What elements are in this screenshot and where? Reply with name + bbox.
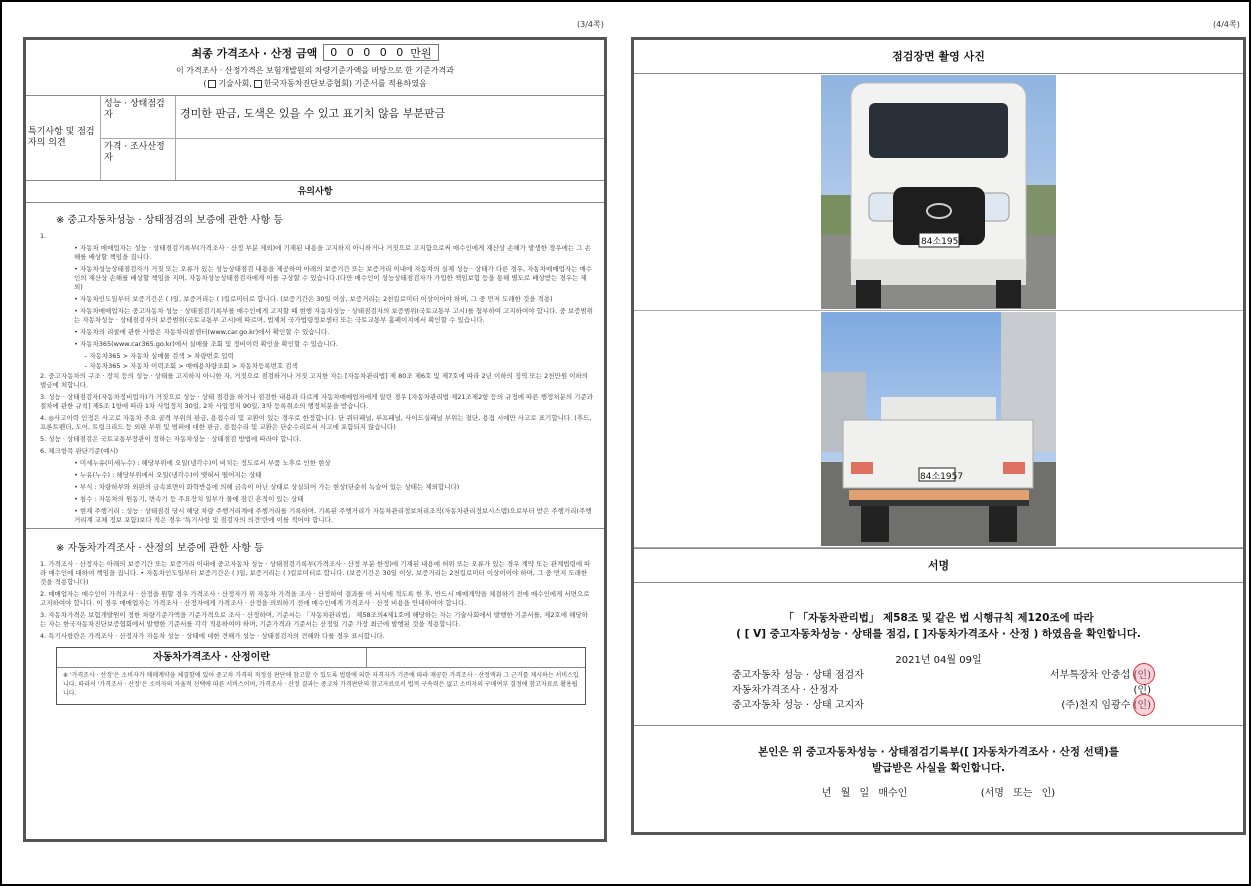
truck-rear-photo — [821, 312, 1056, 546]
signature-row — [634, 683, 1243, 698]
buyer-date-label: 년 월 일 매수인 — [821, 788, 908, 799]
notice-item: • 자동차의 리콜에 관한 사항은 자동차리콜센터(www.car.go.kr)에서 확인할 수 있습니다. — [74, 328, 330, 336]
front-plate-text: 84소1957 — [921, 237, 965, 247]
section2-body — [26, 560, 604, 641]
confirm-line1: 본인은 위 중고자동차성능 · 상태점검기록부([ ]자동차가격조사 · 산정 선택)를 — [758, 746, 1119, 758]
notice-item: – 자동차365 > 자동차 실매물 검색 > 차량번호 입력 — [84, 352, 234, 360]
notice-item: 1. — [40, 232, 47, 240]
notice-item: • 누유(누수) : 해당부위에서 오일(냉각수)이 맺혀서 떨어지는 상태 — [74, 471, 262, 479]
photo-cell-rear — [634, 311, 1243, 548]
checkbox-icon — [208, 80, 216, 88]
signer-role: 중고자동차 성능 · 상태 고지자 — [732, 700, 864, 711]
notice-item: • 부식 : 차량하부와 외판의 금속표면이 화학반응에 의해 금속이 아닌 상태로 상실되어 가는 현상(단순히 녹슬어 있는 상태는 제외합니다) — [74, 483, 460, 491]
confirm-line2: 발급받은 사실을 확인합니다. — [871, 762, 1005, 774]
right-document-page — [631, 37, 1246, 835]
opinion-label: 특기사항 및 점검자의 의견 — [26, 96, 101, 180]
definition-title: 자동차가격조사 · 산정이란 — [57, 648, 367, 667]
definition-box — [56, 647, 586, 705]
law-statement-line1: 「 「자동차관리법」 제58조 및 같은 법 시행규칙 제120조에 따라 — [783, 612, 1094, 624]
truck-front-photo — [821, 75, 1056, 309]
notice-item: 5. 성능 · 상태점검은 국토교통부장관이 정하는 자동차성능 · 상태점검 방법에 따라야 합니다. — [40, 435, 302, 443]
definition-text: ※ '가격조사 · 산정'은 소비자가 매매계약을 체결함에 있어 중고차 가격의 적정성 판단에 참고할 수 있도록 법령에 의한 자격자가 기준에 따라 제공한 가격조사 · 산정액과 그 근거를 제시하는 서비스입니다. 따라서 '가격조사 · 산정'은 소비자의 자율적 선택에 따른 서비스이며, 가격조사 · 산정 결과는 중고차 가격판단의 참고자료로서 법적 구속력은 없고 소비자의 구매여부 결정에 참고자료로 활용됩니다. — [63, 672, 579, 697]
law-statement-line2: ( [ V] 중고자동차성능 · 상태를 점검, [ ]자동차가격조사 · 산정 ) 하였음을 확인합니다. — [736, 628, 1141, 640]
notice-item: • 자동차성능상태점검자가 거짓 또는 오류가 있는 성능상태점검 내용을 제공하여 아래의 보증기간 또는 보증거리 이내에 자동차의 실제 성능 · 상태가 다른 경우, 자동차매매업자는 매수인의 재산상 손해를 배상할 책임을 지며, 자동차성능상태점검자에게 이를 구상할 수 있습니다.(다만 매수인이 성능상태점검자가 가입한 책임보험 등을 통해 별도로 배상받는 경우는 제외) — [74, 265, 593, 291]
section2-title: ※ 자동차가격조사 · 산정의 보증에 관한 사항 등 — [26, 528, 604, 560]
signature-row — [634, 698, 1243, 713]
notice-item: 3. 자동차가격은 보험개발원이 정한 차량기준가액을 기준가격으로 조사 · 산정하며, 기준서는 「자동차관리법」 제58조의4제1호에 해당하는 자는 기술사회에서 발행한 기준서를, 제2호에 해당하는 자는 한국자동차진단보증협회에서 발행한 기준서를 각각 적용하여야 하며, 기준가격과 기준서는 산정일 기준 가장 최근에 발행된 것을 적용합니다. — [40, 611, 588, 628]
signer-name: 서부특장차 안중섭 (인) — [1049, 670, 1151, 681]
right-page-number: (4/4쪽) — [1213, 20, 1240, 29]
seal-stamp-icon — [1133, 663, 1155, 685]
sign-date: 2021년 04월 09일 — [895, 655, 982, 666]
amount-note-opt1: 기술사회, — [218, 79, 252, 88]
photo-section-title: 점검장면 촬영 사진 — [634, 40, 1243, 74]
signature-section-title: 서명 — [634, 548, 1243, 583]
signer-role: 자동차가격조사 · 산정자 — [732, 685, 839, 696]
section1-title: ※ 중고자동차성능 · 상태점검의 보증에 관한 사항 등 — [56, 215, 284, 226]
signature-row — [634, 668, 1243, 683]
signer-name: (인) — [1133, 685, 1151, 696]
opinion-row-value: 경미한 판금, 도색은 있을 수 있고 표기치 않음 부분판금 — [180, 107, 446, 120]
notice-item: 6. 체크항목 판단기준(예시) — [40, 447, 119, 455]
left-document-page — [23, 37, 607, 842]
amount-digits: 0 0 0 0 0 — [330, 46, 407, 59]
notice-item: 4. ◎사고이력 인정은 사고로 자동차 주요 골격 부위의 판금, 용접수리 및 교환이 있는 경우로 한정합니다. 단 쿼터패널, 루프패널, 사이드실패널 부위는 절단, 용접 시에만 사고로 표기합니다. (후드, 프론트펜더, 도어, 트렁크리드 등 외판 부위 및 범퍼에 대한 판금, 용접수리 및 교환은 단순수리로서 사고에 포함되지 않습니다) — [40, 414, 592, 431]
amount-unit: 만원 — [410, 46, 432, 60]
opinion-row-key: 가격 · 조사산정자 — [101, 139, 176, 181]
final-amount-title: 최종 가격조사 · 산정 금액 — [191, 46, 318, 60]
amount-note-line1: 이 가격조사 · 산정가격은 보험개발원의 차량기준가액을 바탕으로 한 기준가격과 — [176, 66, 454, 75]
checkbox-icon — [254, 80, 262, 88]
notice-item: • 현재 주행거리 : 성능 · 상태점검 당시 해당 차량 주행거리계에 주행거리를 기록하며, 기록된 주행거리가 자동차관리정보처리조직(자동차관리정보시스템)으로부터 받은 주행거리(주행거리계 교체 정보 포함)보다 적은 경우 '특기사항 및 점검자의 의견'란에 이를 적어야 합니다. — [74, 507, 592, 524]
rear-plate-text: 84소1957 — [920, 472, 964, 482]
notice-item: • 침수 : 자동차의 원동기, 변속기 등 주요장치 일부가 물에 잠긴 흔적이 있는 상태 — [74, 495, 304, 503]
amount-box — [323, 44, 438, 61]
buyer-line — [634, 784, 1243, 799]
seal-stamp-icon — [1133, 694, 1155, 716]
left-page-number: (3/4쪽) — [577, 20, 604, 29]
notice-item: 4. 특기사항란은 가격조사 · 산정자가 자동차 성능 · 상태에 대한 견해가 성능 · 상태점검자의 견해와 다를 경우 표시합니다. — [40, 632, 385, 640]
buyer-sign-label: (서명 또는 인) — [980, 788, 1056, 799]
notice-item: 2. 중고자동차의 구조 · 장치 등의 성능 · 상태를 고지하지 아니한 자, 거짓으로 점검하거나 거짓 고지한 자는 [자동차관리법] 제 80조 제6호 및 제7호에 따라 2년 이하의 징역 또는 2천만원 이하의 벌금에 처합니다. — [40, 372, 589, 389]
notes-title: 유의사항 — [26, 181, 604, 203]
amount-note-opt2: 한국자동차진단보증협회) 기준서를 적용하였음 — [263, 79, 427, 88]
final-amount-section: 최종 가격조사 · 산정 금액 0 0 0 0 0 만원 이 가격조사 · 산정가격은 보험개발원의 차량기준가액을 바탕으로 한 기준가격과 ( 기술사회, 한국자동차진단보증협회) 기준서를 적용하였음 — [26, 40, 604, 96]
inspector-opinion-table — [26, 96, 604, 181]
opinion-row-key: 성능 · 상태점검자 — [101, 96, 176, 138]
notice-item: 2. 매매업자는 매수인이 가격조사 · 산정을 원할 경우 가격조사 · 산정자가 위 자동차 가격을 조사 · 산정하여 결과를 이 서식에 적도록 한 후, 반드시 매매계약을 체결하기 전에 매수인에게 서면으로 고지하여야 합니다. 이 경우 매매업자는 가격조사 · 산정자에게 가격조사 · 산정을 의뢰하기 전에 매수인에게 가격조사 · 산정 비용을 안내하여야 합니다. — [40, 590, 590, 607]
signer-name: (주)천지 임광수 (인) — [1061, 700, 1151, 711]
section1-body — [26, 232, 604, 525]
notice-item: – 자동차365 > 자동차 이력조회 > 매매용차량조회 > 자동차등록번호 검색 — [84, 362, 298, 370]
signature-rows — [634, 668, 1243, 713]
notice-item: 3. 성능 · 상태점검자(자동차정비업자)가 거짓으로 성능 · 상태 점검을 하거나 점검한 내용과 다르게 자동차매매업자에게 알린 경우 [자동차관리법 제21조제2항 등의 규정에 따른 행정처분의 기준과 절차에 관한 규칙] 제5조 1항에 따라 1차 사업정지 30일, 2차 사업정지 90일, 3차 등록취소의 행정처분을 받습니다. — [40, 393, 594, 410]
notice-item: • 자동차 매매업자는 성능 · 상태점검기록부(가격조사 · 산정 부분 제외)에 기재된 내용을 고지하지 아니하거나 거짓으로 고지함으로써 매수인에게 재산상 손해가 발생한 경우에는 그 손해를 배상할 책임을 집니다. — [74, 244, 591, 261]
notice-item: • 자동차인도일부터 보증기간은 ( )일, 보증거리는 ( )킬로미터로 합니다. (보증기간은 30일 이상, 보증거리는 2천킬로미터 이상이어야 하며, 그 중 먼저 도래한 것을 적용) — [74, 295, 553, 303]
signer-role: 중고자동차 성능 · 상태 점검자 — [732, 670, 864, 681]
notice-item: • 미세누유(미세누수) : 해당부위에 오일(냉각수)이 비치는 정도로서 부품 노후로 인한 현상 — [74, 459, 331, 467]
photo-cell-front — [634, 74, 1243, 311]
notice-item: • 자동차매매업자는 중고자동차 성능 · 상태점검기록부를 매수인에게 고지할 때 현행 자동차성능 · 상태점검자의 보증범위(국토교통부 고시)를 첨부하여 고지하여야 합니다. 중 보증범위는 자동차성능 · 상태점검자의 보증범위(국토교통부 고시)에 따르며, 법제처 국가법령정보센터 또는 국토교통부 홈페이지에서 확인할 수 있습니다. — [74, 307, 594, 324]
notice-item: 1. 가격조사 · 산정자는 아래의 보증기간 또는 보증거리 이내에 중고자동차 성능 · 상태점검기록부(가격조사 · 산정 부분 한정)에 기재된 내용에 허위 또는 오류가 있는 경우 계약 또는 관계법령에 따라 매수인에 대하여 책임을 집니다. • 자동차인도일부터 보증기간은 ( )일, 보증거리는 ( )킬로미터로 합니다. (보증기간은 30일 이상, 보증거리는 2천킬로미터 이상이어야 하며, 그 중 먼저 도래한 것을 적용합니다) — [40, 560, 591, 586]
opinion-row-value — [176, 139, 604, 181]
notice-item: • 자동차365(www.car365.go.kr)에서 실매물 조회 및 정비이력 확인을 확인할 수 있습니다. — [74, 340, 338, 348]
